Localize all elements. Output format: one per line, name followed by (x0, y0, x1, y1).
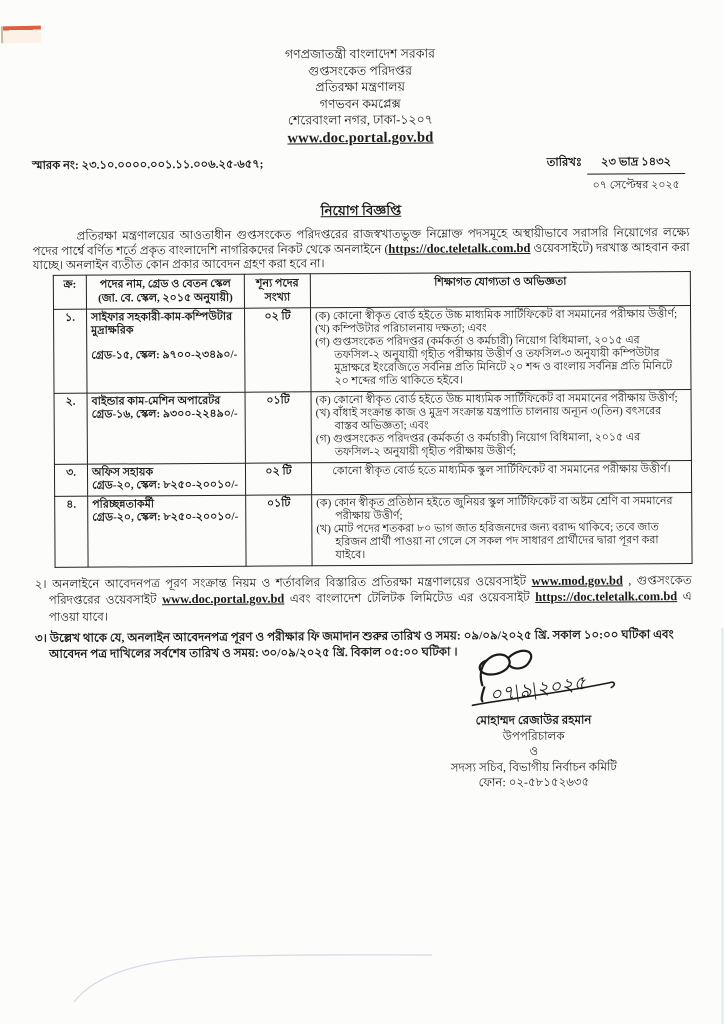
handwritten-signature-icon (438, 645, 628, 718)
row2-serial: ২. (54, 393, 87, 464)
row1-qual-b: (খ) কম্পিউটার পরিচালনায় দক্ষতা; এবং (315, 322, 487, 336)
memo-number: স্মারক নং: ২৩.১০.০০০০.০০১.১১.০০৬.২৫-৬৫৭; (32, 158, 264, 173)
notice-title: নিয়োগ বিজ্ঞপ্তি (320, 202, 402, 219)
row3-pay-scale: গ্রেড-২০, স্কেল: ৮২৫০-২০০১০/- (92, 478, 239, 492)
row2-qual-c: (গ) গুপ্তসংকেত পরিদপ্তর (কর্মকর্তা ও কর্মচারী) নিয়োগ বিধিমালা, ২০১৫ এর তফসিল-২ অনুযায়ী গৃহীত পরীক্ষায় উত্তীর্ণ; (315, 431, 641, 458)
row2-vacancy-count: ০১টি (245, 392, 311, 463)
date-lines (587, 153, 685, 196)
row1-post-cell (87, 308, 246, 393)
signer-role: সদস্য সচিব, বিভাগীয় নির্বাচন কমিটি (450, 759, 617, 775)
row2-qualifications (311, 389, 691, 462)
doc-portal-url: www.doc.portal.gov.bd (162, 591, 285, 607)
row1-qual-a: (ক) কোনো স্বীকৃত বোর্ড হইতে উচ্চ মাধ্যমিক সার্টিফিকেট বা সমমানের পরীক্ষায় উত্তীর্ণ; (315, 307, 678, 323)
row2-qual-b: (খ) বাঁধাই সংক্রান্ত কাজ ও মুদ্রণ সংক্রান্ত যন্ত্রপাতি চালনায় অন্যূন ৩(তিন) বৎসরের বাস্তব অভিজ্ঞতা; এবং (315, 404, 662, 432)
date-label: তারিখঃ (546, 156, 583, 169)
para2-text-1: ২। অনলাইনে আবেদনপত্র পূরণ সংক্রান্ত নিয়ম ও শর্তাবলির বিস্তারিত প্রতিরক্ষা মন্ত্রণালয়ের ওয়েবসাইট (34, 573, 532, 591)
teletalk-url-2: https://doc.teletalk.com.bd (535, 589, 678, 605)
para2-text-3: এবং বাংলাদেশ টেলিটক লিমিটেড এর ওয়েবসাইট (284, 590, 536, 606)
header-post (86, 274, 244, 309)
para2-text-2: , গুপ্তসংকেত পরিদপ্তরের ওয়েবসাইট (48, 572, 692, 608)
para2-text-4: এ পাওয়া যাবে। (48, 589, 692, 624)
office-address: শেরেবাংলা নগর, ঢাকা-১২০৭ (287, 112, 433, 128)
row4-vacancy-count: ০১টি (246, 495, 312, 566)
letterhead (31, 44, 689, 148)
memo-row (32, 153, 689, 199)
govt-name: গণপ্রজাতন্ত্রী বাংলাদেশ সরকার (284, 46, 436, 62)
header-vacancy (244, 274, 310, 308)
date-block (547, 153, 686, 196)
row1-vacancy-count: ০২ টি (245, 308, 312, 392)
handwritten-date: ০৭|৯|২০২৫ (488, 673, 588, 707)
signer-conjunction: ও (529, 744, 539, 759)
table-header-row (53, 271, 690, 309)
signature-block (402, 644, 665, 791)
row3-qualifications (311, 460, 691, 494)
mod-url: www.mod.gov.bd (531, 573, 623, 588)
date-bangla: ২৩ ভাদ্র ১৪৩২ (587, 153, 685, 175)
table-row-binder-operator (54, 389, 691, 464)
row3-vacancy-count: ০২ টি (245, 463, 311, 495)
row3-serial: ৩. (54, 464, 87, 496)
row4-qualifications (312, 492, 692, 565)
signer-designation: উপপরিচালক (502, 728, 565, 743)
complex-name: গণভবন কমপ্লেক্স (319, 96, 401, 111)
header-vacancy-line2: সংখ্যা (264, 291, 291, 304)
paragraph-2 (35, 572, 692, 626)
row3-post-name: অফিস সহায়ক (91, 466, 154, 479)
header-serial: ক্র: (53, 275, 86, 309)
signer-phone: ফোন: ০২-৫৮১৫২৬৩৫ (478, 774, 590, 790)
intro-paragraph (33, 225, 690, 273)
table-row-cleaner (55, 492, 692, 567)
row1-qualifications (311, 305, 692, 391)
row3-qual: কোনো স্বীকৃত বোর্ড হতে মাধ্যমিক স্কুল সার্টিফিকেট বা সমমানের পরীক্ষায় উত্তীর্ণ। (332, 462, 671, 477)
row3-post-cell (87, 463, 245, 496)
ministry-name: প্রতিরক্ষা মন্ত্রণালয় (315, 79, 405, 95)
header-qualification: শিক্ষাগত যোগ্যতা ও অভিজ্ঞতা (310, 271, 690, 307)
header-post-line1: পদের নাম, গ্রেড ও বেতন স্কেল (99, 277, 231, 291)
header-vacancy-line1: শূন্য পদের (255, 277, 299, 290)
row2-pay-scale: গ্রেড-১৬, স্কেল: ৯৩০০-২২৪৯০/- (91, 407, 238, 421)
vacancy-table (53, 271, 693, 568)
row4-post-cell (88, 495, 246, 567)
row4-qual-b: (খ) মোট পদের শতকরা ৮০ ভাগ জাত হরিজনদের জন্য বরাদ্দ থাকিবে; তবে জাত হরিজন প্রার্থী পাওয়া না গেলে সে সকল পদ সাধারণ প্রার্থীদের দ্বারা পূরণ করা যাইবে। (316, 520, 659, 561)
paragraph-3: ৩। উল্লেখ থাকে যে, অনলাইন আবেদনপত্র পূরণ ও পরীক্ষার ফি জমাদান শুরুর তারিখ ও সময়: ০৯/০৯/২০২৫ খ্রি. সকাল ১০:০০ ঘটিকা এবং আবেদন পত্র দাখিলের সর্বশেষ তারিখ ও সময়: ৩০/০৯/২০২৫ খ্রি. বিকাল ০৫:০০ ঘটিকা । (34, 627, 674, 662)
row4-qual-a: (ক) কোন স্বীকৃত প্রতিষ্ঠান হইতে জুনিয়র স্কুল সার্টিফিকেট বা অষ্টম শ্রেণি বা সমমানের পরীক্ষায় উত্তীর্ণ; (316, 494, 673, 522)
table-row-office-assistant (54, 460, 691, 496)
row2-qual-a: (ক) কোনো স্বীকৃত বোর্ড হইতে উচ্চ মাধ্যমিক সার্টিফিকেট বা সমমানের পরীক্ষায় উত্তীর্ণ; (315, 391, 678, 407)
header-post-line2: (জা. বে. স্কেল, ২০১৫ অনুযায়ী) (98, 291, 233, 305)
table-row-cipher-assistant (54, 305, 692, 393)
row1-qual-c: (গ) গুপ্তসংকেত পরিদপ্তর (কর্মকর্তা ও কর্মচারী) নিয়োগ বিধিমালা, ২০১৫ এর তফসিল-২ অনুযায়ী গৃহীত পরীক্ষায় উত্তীর্ণ ও তফসিল-৩ অনুযায়ী কম্পিউটার মুদ্রাক্ষরে ইংরেজিতে সর্বনিম্ন প্রতি মিনিটে ২০ শব্দ ও বাংলায় সর্বনিম্ন প্রতি মিনিটে ২০ শব্দের গতি থাকিতে হইবে। (315, 334, 673, 387)
directorate-name: গুপ্তসংকেত পরিদপ্তর (308, 63, 413, 78)
signer-name: মোহাম্মদ রেজাউর রহমান (475, 712, 592, 728)
row1-serial: ১. (54, 309, 88, 393)
row4-pay-scale: গ্রেড-২০, স্কেল: ৮২৫০-২০০১০/- (92, 510, 239, 524)
intro-text-2: ওয়েবসাইটে) দরখাস্ত আহবান করা যাচ্ছে। অনলাইন ব্যতীত কোন প্রকার আবেদন গ্রহণ করা হবে না। (32, 239, 690, 273)
row2-post-name: বাইন্ডার কাম-মেশিন অপারেটর (91, 394, 221, 408)
row1-post-name: সাইফার সহকারী-কাম-কম্পিউটার মুদ্রাক্ষরিক (91, 310, 233, 337)
intro-text-1: প্রতিরক্ষা মন্ত্রণালয়ের আওতাধীন গুপ্তসংকেত পরিদপ্তরের রাজস্বখাতভুক্ত নিম্নোক্ত পদসমূহে অস্থায়ীভাবে সরাসরি নিয়োগের লক্ষ্যে পদের পার্শ্বে বর্ণিত শর্তে প্রকৃত বাংলাদেশি নাগরিকদের নিকট থেকে অনলাইনে ( (32, 224, 690, 258)
row4-serial: ৪. (55, 496, 88, 567)
date-gregorian: ০৭ সেপ্টেম্বর ২০২৫ (592, 179, 680, 192)
row2-post-cell (87, 392, 245, 464)
row4-post-name: পরিচ্ছন্নতাকর্মী (92, 498, 155, 511)
teletalk-url: https://doc.teletalk.com.bd (388, 240, 531, 256)
letterhead-website: www.doc.portal.gov.bd (287, 129, 434, 146)
row1-pay-scale: গ্রেড-১৫, স্কেল: ৯৭০০-২৩৪৯০/- (91, 348, 238, 362)
